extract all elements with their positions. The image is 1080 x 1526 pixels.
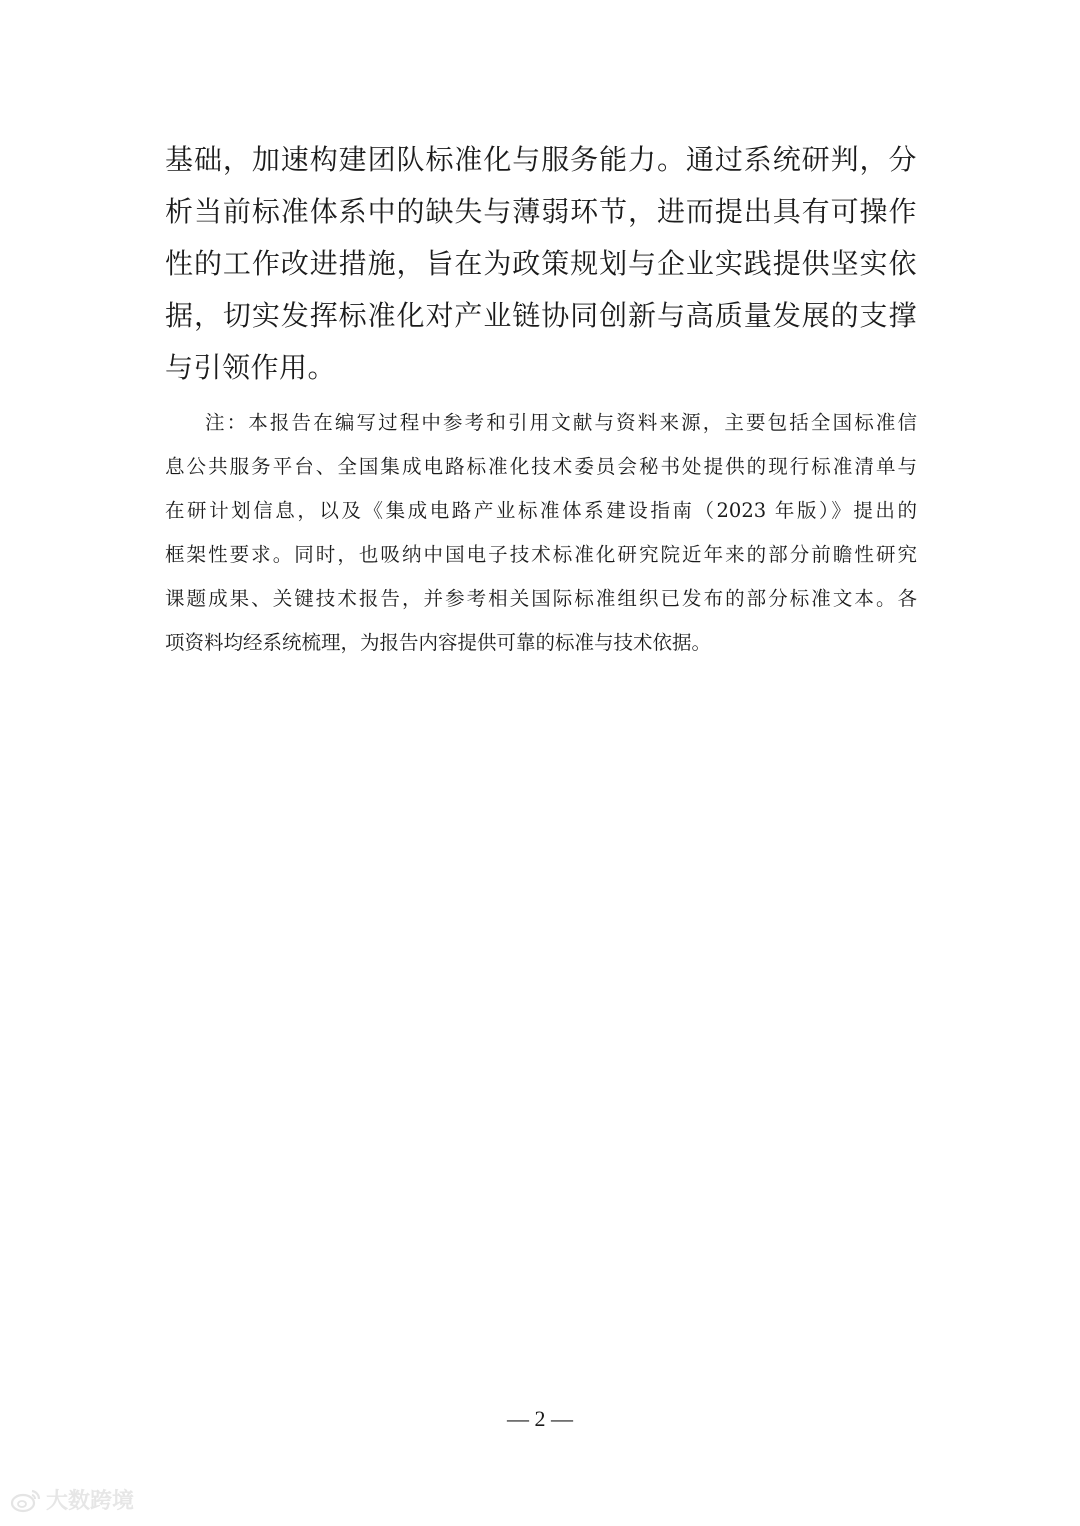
body-line: 据，切实发挥标准化对产业链协同创新与高质量发展的支撑 xyxy=(165,299,917,332)
note-paragraph xyxy=(165,401,917,665)
body-line: 与引领作用。 xyxy=(165,351,337,384)
watermark xyxy=(10,1484,134,1515)
body-line: 析当前标准体系中的缺失与薄弱环节，进而提出具有可操作 xyxy=(165,195,917,228)
body-line: 性的工作改进措施，旨在为政策规划与企业实践提供坚实依 xyxy=(165,247,917,280)
note-line: 息公共服务平台、全国集成电路标准化技术委员会秘书处提供的现行标准清单与 xyxy=(165,455,917,478)
note-line: 在研计划信息，以及《集成电路产业标准体系建设指南（2023 年版）》提出的 xyxy=(165,499,917,522)
weibo-logo-icon xyxy=(10,1487,42,1513)
page-number: — 2 — xyxy=(507,1406,573,1431)
note-line: 框架性要求。同时，也吸纳中国电子技术标准化研究院近年来的部分前瞻性研究 xyxy=(165,543,917,566)
note-line: 注：本报告在编写过程中参考和引用文献与资料来源，主要包括全国标准信 xyxy=(205,411,917,434)
note-line: 项资料均经系统梳理，为报告内容提供可靠的标准与技术依据。 xyxy=(165,631,712,654)
watermark-text: 大数跨境 xyxy=(46,1489,135,1514)
note-line: 课题成果、关键技术报告，并参考相关国际标准组织已发布的部分标准文本。各 xyxy=(165,587,917,610)
body-paragraph xyxy=(165,134,917,394)
body-line: 基础，加速构建团队标准化与服务能力。通过系统研判，分 xyxy=(165,143,917,176)
